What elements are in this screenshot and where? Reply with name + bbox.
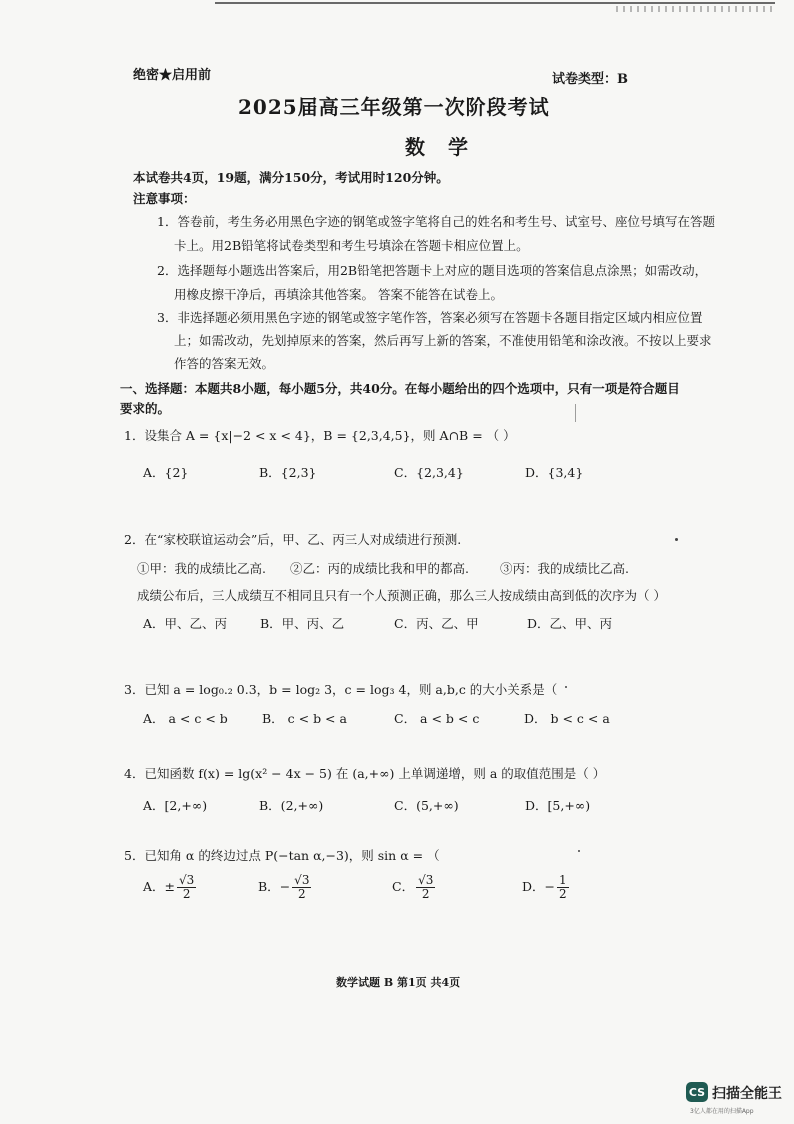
q1-option-b: B．{2,3} [259, 465, 317, 480]
fraction-denominator: 2 [182, 887, 191, 902]
q3-option-c: C． a < b < c [394, 711, 480, 726]
note-line: 用橡皮擦干净后，再填涂其他答案。 答案不能答在试卷上。 [174, 287, 503, 302]
exam-title: 2025届高三年级第一次阶段考试 [238, 95, 550, 119]
q1-option-d: D．{3,4} [525, 465, 584, 480]
fraction-numerator: 1 [559, 873, 567, 887]
q2-statement-2: ②乙：丙的成绩比我和甲的都高. [290, 561, 469, 576]
q2-statement-1: ①甲：我的成绩比乙高. [137, 561, 266, 576]
q1-option-a: A．{2} [143, 465, 189, 480]
fraction-numerator: √3 [294, 873, 310, 887]
camscanner-brand-name: 扫描全能王 [712, 1086, 782, 1102]
q5-option-d [522, 874, 569, 901]
note-line: 3．非选择题必须用黑色字迹的钢笔或签字笔作答，答案必须写在答题卡各题目指定区域内相应位置 [157, 310, 703, 325]
question-3-stem: 3．已知 a = log₀.₂ 0.3，b = log₂ 3，c = log₃ 4，则 a,b,c 的大小关系是（ [124, 682, 558, 697]
camscanner-tagline: 3亿人都在用的扫描App [690, 1108, 754, 1115]
fraction [292, 874, 311, 901]
note-line: 作答的答案无效。 [174, 356, 275, 371]
notes-heading: 注意事项： [133, 191, 196, 206]
option-label: A． [143, 879, 165, 895]
q4-option-a: A．[2,+∞) [143, 798, 208, 813]
fraction-numerator: √3 [418, 873, 434, 887]
option-label: C． [392, 879, 415, 895]
subject-title: 数 学 [405, 135, 476, 159]
scan-speck [578, 850, 580, 852]
q2-option-d: D．乙、甲、丙 [527, 616, 613, 631]
fraction-denominator: 2 [297, 887, 306, 902]
q2-option-c: C．丙、乙、甲 [394, 616, 479, 631]
q4-option-c: C．(5,+∞) [394, 798, 459, 813]
option-sign: − [279, 879, 291, 895]
q3-option-d: D． b < c < a [524, 711, 610, 726]
fraction-denominator: 2 [421, 887, 430, 902]
q5-option-b [258, 874, 311, 901]
q4-option-d: D．[5,+∞) [525, 798, 591, 813]
scan-streak [575, 404, 576, 422]
q2-question: 成绩公布后，三人成绩互不相同且只有一个人预测正确，那么三人按成绩由高到低的次序为（ ） [137, 588, 666, 603]
camscanner-logo-icon: CS [686, 1082, 708, 1102]
note-line: 2．选择题每小题选出答案后，用2B铅笔把答题卡上对应的题目选项的答案信息点涂黑；如需改动， [157, 263, 708, 278]
exam-intro: 本试卷共4页，19题，满分150分，考试用时120分钟。 [133, 170, 449, 185]
note-line: 1．答卷前，考生务必用黑色字迹的钢笔或签字笔将自己的姓名和考生号、试室号、座位号填写在答题 [157, 214, 715, 229]
secret-label: 绝密★启用前 [133, 68, 212, 83]
scan-speck [675, 538, 678, 541]
q3-option-a: A． a < c < b [143, 711, 228, 726]
q2-option-a: A．甲、乙、丙 [143, 616, 228, 631]
fraction [557, 874, 569, 901]
scan-noise [616, 6, 776, 12]
option-label: B． [258, 879, 280, 895]
question-2-stem: 2．在“家校联谊运动会”后，甲、乙、丙三人对成绩进行预测. [124, 532, 462, 547]
section-heading-cont: 要求的。 [120, 401, 171, 416]
scan-speck [565, 686, 567, 688]
question-1-stem: 1．设集合 A = {x|−2 < x < 4}，B = {2,3,4,5}，则 A∩B = （ ） [124, 428, 516, 443]
option-sign: ± [164, 879, 176, 895]
q5-option-c [392, 874, 435, 901]
option-label: D． [522, 879, 545, 895]
q4-option-b: B．(2,+∞) [259, 798, 324, 813]
note-line: 上；如需改动，先划掉原来的答案，然后再写上新的答案，不准使用铅笔和涂改液。不按以上要求 [174, 333, 712, 348]
q5-option-a [143, 874, 196, 901]
section-heading: 一、选择题：本题共8小题，每小题5分，共40分。在每小题给出的四个选项中，只有一项是符合题目 [120, 381, 680, 396]
paper-type-label: 试卷类型：B [552, 72, 628, 87]
fraction-numerator: √3 [179, 873, 195, 887]
fraction [177, 874, 196, 901]
fraction [416, 874, 435, 901]
page-footer: 数学试题 B 第1页 共4页 [336, 976, 461, 989]
fraction-denominator: 2 [559, 887, 567, 902]
question-4-stem: 4．已知函数 f(x) = lg(x² − 4x − 5) 在 (a,+∞) 上单调递增，则 a 的取值范围是（ ） [124, 766, 606, 781]
q3-option-b: B． c < b < a [262, 711, 347, 726]
q2-option-b: B．甲、丙、乙 [260, 616, 345, 631]
option-sign: − [544, 879, 556, 895]
note-line: 卡上。用2B铅笔将试卷类型和考生号填涂在答题卡相应位置上。 [174, 238, 529, 253]
q2-statement-3: ③丙：我的成绩比乙高. [500, 561, 629, 576]
q1-option-c: C．{2,3,4} [394, 465, 464, 480]
question-5-stem: 5．已知角 α 的终边过点 P(−tan α,−3)，则 sin α = （ [124, 848, 440, 863]
